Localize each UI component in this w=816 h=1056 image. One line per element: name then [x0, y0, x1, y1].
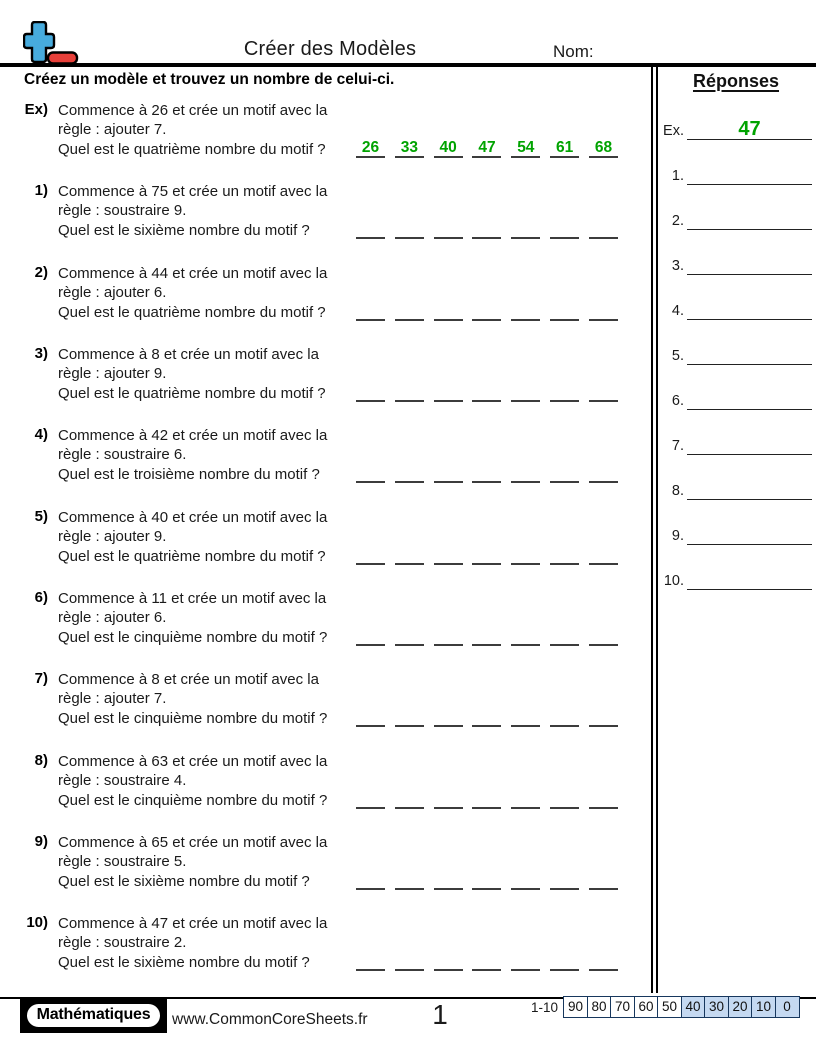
answer-row-4: [657, 300, 812, 320]
pattern-blank: [550, 793, 579, 809]
page-title: Créer des Modèles: [243, 38, 417, 60]
score-cell: 60: [634, 996, 659, 1018]
problem-8: [0, 752, 650, 824]
pattern-blank: [550, 305, 579, 321]
answer-row-label: Ex.: [663, 123, 684, 139]
pattern-value: 47: [478, 139, 496, 156]
problem-line-3: Quel est le cinquième nombre du motif ?: [58, 628, 328, 646]
score-scale-label: 1-10: [530, 1000, 558, 1015]
answer-line: [687, 300, 812, 320]
pattern-blank: [472, 955, 501, 971]
problem-7: [0, 670, 650, 742]
answer-row-10: [657, 570, 812, 590]
pattern-blanks: [356, 955, 618, 971]
answer-row-label: 8.: [671, 483, 684, 499]
problem-line-1: Commence à 44 et crée un motif avec la: [58, 265, 328, 282]
pattern-blank: [511, 223, 540, 239]
problem-line-1: Commence à 40 et crée un motif avec la: [58, 509, 328, 526]
pattern-blank: [589, 386, 618, 402]
pattern-blanks: [356, 305, 618, 321]
math-badge: [20, 998, 167, 1033]
pattern-blank: [434, 139, 463, 158]
problem-line-2: règle : soustraire 9.: [58, 202, 187, 220]
answer-row-label: 10.: [663, 573, 684, 589]
pattern-blanks: [356, 386, 618, 402]
score-cell: 30: [704, 996, 729, 1018]
problem-line-1: Commence à 26 et crée un motif avec la: [58, 102, 328, 119]
problem-text: [58, 589, 358, 647]
answer-row-label: 1.: [671, 168, 684, 184]
pattern-blanks: [356, 549, 618, 565]
page-number: 1: [432, 999, 448, 1030]
website-text: www.CommonCoreSheets.fr: [172, 1011, 368, 1028]
problem-line-3: Quel est le troisième nombre du motif ?: [58, 465, 320, 483]
pattern-blank: [395, 711, 424, 727]
pattern-blank: [356, 549, 385, 565]
pattern-blank: [589, 139, 618, 158]
pattern-blank: [511, 955, 540, 971]
answer-row-label: 9.: [671, 528, 684, 544]
pattern-blank: [434, 386, 463, 402]
pattern-blank: [550, 711, 579, 727]
answer-row-label: 4.: [671, 303, 684, 319]
answer-row-label: 3.: [671, 258, 684, 274]
problem-number: 6): [34, 589, 48, 606]
pattern-blanks: [356, 711, 618, 727]
pattern-value: 68: [594, 139, 613, 156]
answer-value: 47: [738, 118, 761, 140]
answer-row-6: [657, 390, 812, 410]
pattern-blank: [472, 386, 501, 402]
name-label: Nom:: [553, 42, 594, 61]
pattern-blank: [589, 467, 618, 483]
pattern-blank: [395, 467, 424, 483]
pattern-value: 33: [400, 139, 418, 156]
pattern-blanks: [356, 630, 618, 646]
answer-line: [687, 435, 812, 455]
pattern-blank: [550, 467, 579, 483]
pattern-blank: [434, 549, 463, 565]
pattern-blank: [589, 793, 618, 809]
pattern-blanks: [356, 793, 618, 809]
answer-row-8: [657, 480, 812, 500]
pattern-blank: [472, 467, 501, 483]
answer-row-7: [657, 435, 812, 455]
pattern-blank: [356, 874, 385, 890]
problem-text: [58, 264, 358, 322]
problem-line-2: règle : ajouter 6.: [58, 284, 167, 302]
pattern-blank: [511, 139, 540, 158]
problem-4: [0, 426, 650, 498]
worksheet-instruction: Créez un modèle et trouvez un nombre de celui-ci.: [24, 71, 395, 88]
score-cell: 70: [610, 996, 635, 1018]
pattern-blank: [356, 305, 385, 321]
problem-text: [58, 426, 358, 484]
problem-number: 10): [26, 914, 48, 931]
problem-text: [58, 914, 358, 972]
problem-text: [58, 670, 358, 728]
pattern-blank: [550, 549, 579, 565]
pattern-blanks: [356, 139, 618, 158]
pattern-blank: [589, 955, 618, 971]
pattern-blank: [472, 223, 501, 239]
pattern-blank: [472, 793, 501, 809]
problem-line-1: Commence à 47 et crée un motif avec la: [58, 915, 328, 932]
pattern-blank: [395, 549, 424, 565]
pattern-blank: [395, 630, 424, 646]
problem-10: [0, 914, 650, 986]
problem-line-1: Commence à 75 et crée un motif avec la: [58, 183, 328, 200]
problem-line-2: règle : soustraire 4.: [58, 772, 187, 790]
pattern-blank: [511, 305, 540, 321]
pattern-blank: [356, 955, 385, 971]
problem-line-3: Quel est le sixième nombre du motif ?: [58, 872, 310, 890]
answer-row-label: 6.: [671, 393, 684, 409]
pattern-blank: [395, 955, 424, 971]
pattern-blank: [395, 223, 424, 239]
answer-line: [687, 570, 812, 590]
pattern-blank: [550, 139, 579, 158]
score-scale: [563, 996, 800, 1018]
pattern-blank: [511, 386, 540, 402]
pattern-value: 40: [439, 139, 457, 156]
answer-row-label: 5.: [671, 348, 684, 364]
pattern-blank: [550, 386, 579, 402]
pattern-blank: [550, 223, 579, 239]
pattern-blank: [550, 955, 579, 971]
pattern-blank: [434, 467, 463, 483]
problem-text: [58, 508, 358, 566]
answer-row-2: [657, 210, 812, 230]
problem-number: 9): [34, 833, 48, 850]
problem-number: 3): [34, 345, 48, 362]
problem-number: 8): [34, 752, 48, 769]
problem-2: [0, 264, 650, 336]
answer-row-3: [657, 255, 812, 275]
pattern-blank: [472, 139, 501, 158]
pattern-blank: [395, 139, 424, 158]
problem-text: [58, 345, 358, 403]
problem-line-2: règle : ajouter 7.: [58, 690, 167, 708]
problem-line-2: règle : ajouter 9.: [58, 528, 167, 546]
pattern-blank: [511, 630, 540, 646]
problem-number: 5): [34, 508, 48, 525]
problem-1: [0, 182, 650, 254]
pattern-blank: [356, 711, 385, 727]
pattern-blank: [356, 223, 385, 239]
score-cell: 10: [751, 996, 776, 1018]
problem-6: [0, 589, 650, 661]
answer-line: [687, 210, 812, 230]
problem-line-1: Commence à 8 et crée un motif avec la: [58, 346, 319, 363]
pattern-blank: [395, 386, 424, 402]
answer-line: [687, 390, 812, 410]
pattern-value: 61: [556, 139, 574, 156]
pattern-blank: [395, 874, 424, 890]
pattern-blank: [434, 223, 463, 239]
problem-number: 7): [34, 670, 48, 687]
pattern-blank: [434, 955, 463, 971]
score-cell: 0: [775, 996, 800, 1018]
answer-row-9: [657, 525, 812, 545]
pattern-value: 26: [361, 139, 380, 156]
pattern-blank: [511, 549, 540, 565]
answer-line: [687, 480, 812, 500]
pattern-blank: [356, 139, 385, 158]
problem-text: [58, 752, 358, 810]
pattern-blanks: [356, 223, 618, 239]
problem-number: 1): [34, 182, 48, 199]
pattern-value: 54: [517, 139, 535, 156]
pattern-blank: [589, 711, 618, 727]
header-rule: [0, 63, 816, 67]
pattern-blank: [589, 223, 618, 239]
pattern-blank: [472, 711, 501, 727]
problem-9: [0, 833, 650, 905]
pattern-blank: [472, 305, 501, 321]
score-cell: 50: [657, 996, 682, 1018]
pattern-blank: [589, 630, 618, 646]
pattern-blank: [511, 874, 540, 890]
pattern-blank: [589, 549, 618, 565]
problem-line-1: Commence à 8 et crée un motif avec la: [58, 671, 319, 688]
pattern-blanks: [356, 874, 618, 890]
problem-line-2: règle : soustraire 2.: [58, 934, 187, 952]
pattern-blank: [472, 549, 501, 565]
problem-line-3: Quel est le sixième nombre du motif ?: [58, 221, 310, 239]
problem-5: [0, 508, 650, 580]
pattern-blank: [472, 630, 501, 646]
answer-row-ex: [657, 120, 812, 140]
problem-3: [0, 345, 650, 417]
pattern-blank: [511, 711, 540, 727]
problem-number: 4): [34, 426, 48, 443]
answer-line: [687, 255, 812, 275]
answer-row-1: [657, 165, 812, 185]
pattern-blank: [395, 793, 424, 809]
problem-line-3: Quel est le sixième nombre du motif ?: [58, 953, 310, 971]
answers-panel-title: Réponses: [692, 71, 780, 91]
pattern-blank: [550, 874, 579, 890]
problem-ex: [0, 101, 650, 173]
pattern-blank: [511, 793, 540, 809]
problem-line-2: règle : ajouter 9.: [58, 365, 167, 383]
answer-row-label: 2.: [671, 213, 684, 229]
problem-line-1: Commence à 42 et crée un motif avec la: [58, 427, 328, 444]
score-cell: 20: [728, 996, 753, 1018]
problem-line-2: règle : soustraire 6.: [58, 446, 187, 464]
pattern-blank: [589, 874, 618, 890]
answer-row-5: [657, 345, 812, 365]
problem-line-2: règle : soustraire 5.: [58, 853, 187, 871]
pattern-blank: [550, 630, 579, 646]
score-cell: 80: [587, 996, 612, 1018]
pattern-blanks: [356, 467, 618, 483]
problem-line-3: Quel est le quatrième nombre du motif ?: [58, 140, 326, 158]
problem-number: Ex): [24, 101, 48, 118]
pattern-blank: [434, 793, 463, 809]
pattern-blank: [356, 793, 385, 809]
pattern-blank: [589, 305, 618, 321]
answer-line: [687, 120, 812, 140]
problem-line-3: Quel est le quatrième nombre du motif ?: [58, 303, 326, 321]
pattern-blank: [434, 874, 463, 890]
answer-line: [687, 525, 812, 545]
problem-text: [58, 101, 358, 159]
pattern-blank: [356, 386, 385, 402]
problem-line-3: Quel est le quatrième nombre du motif ?: [58, 547, 326, 565]
pattern-blank: [434, 305, 463, 321]
problem-text: [58, 833, 358, 891]
answer-line: [687, 165, 812, 185]
score-cell: 90: [563, 996, 588, 1018]
pattern-blank: [356, 467, 385, 483]
problem-line-2: règle : ajouter 6.: [58, 609, 167, 627]
problem-line-3: Quel est le cinquième nombre du motif ?: [58, 709, 328, 727]
problem-line-1: Commence à 11 et crée un motif avec la: [58, 590, 327, 607]
problem-line-1: Commence à 63 et crée un motif avec la: [58, 753, 328, 770]
pattern-blank: [434, 711, 463, 727]
problem-line-3: Quel est le quatrième nombre du motif ?: [58, 384, 326, 402]
answer-line: [687, 345, 812, 365]
pattern-blank: [395, 305, 424, 321]
problem-text: [58, 182, 358, 240]
math-badge-label: Mathématiques: [25, 1002, 163, 1029]
answer-row-label: 7.: [671, 438, 684, 454]
pattern-blank: [472, 874, 501, 890]
pattern-blank: [511, 467, 540, 483]
problem-line-2: règle : ajouter 7.: [58, 121, 167, 139]
problem-line-1: Commence à 65 et crée un motif avec la: [58, 834, 328, 851]
score-cell: 40: [681, 996, 706, 1018]
problem-number: 2): [34, 264, 48, 281]
pattern-blank: [356, 630, 385, 646]
pattern-blank: [434, 630, 463, 646]
problem-line-3: Quel est le cinquième nombre du motif ?: [58, 791, 328, 809]
